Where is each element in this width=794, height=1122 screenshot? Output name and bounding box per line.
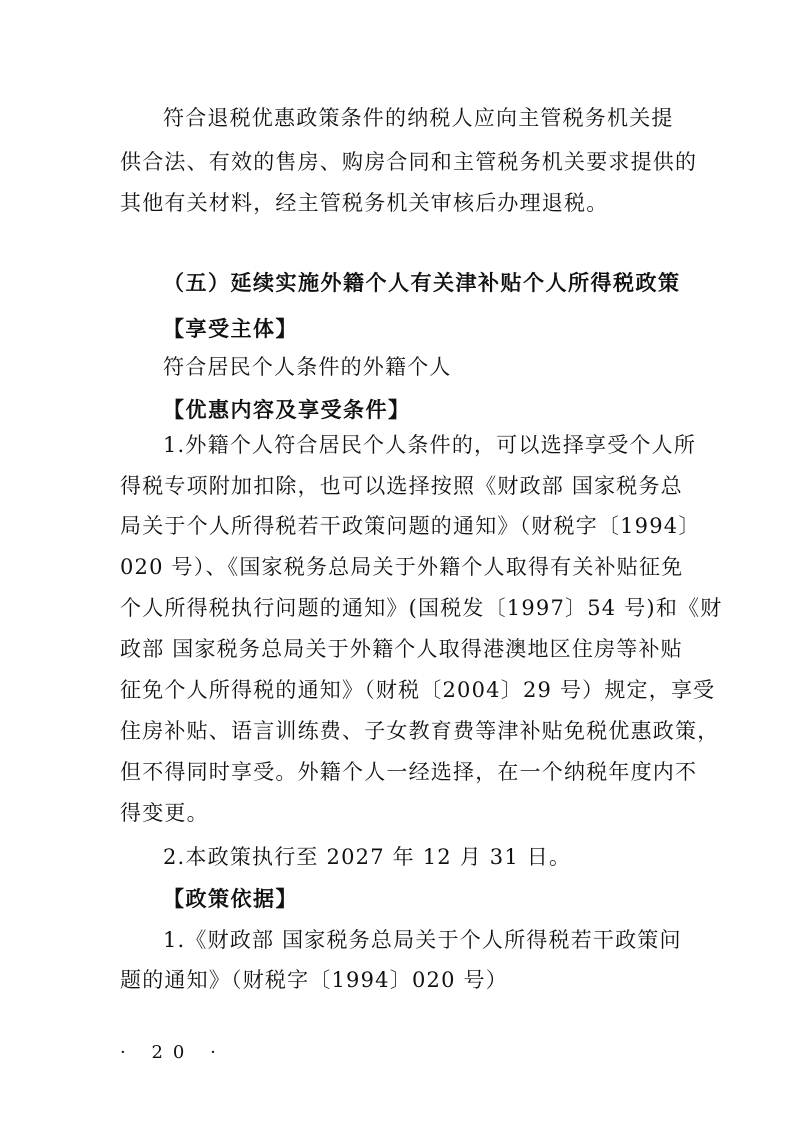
intro-line-1: 符合退税优惠政策条件的纳税人应向主管税务机关提 <box>163 106 674 130</box>
content-heading: 【优惠内容及享受条件】 <box>163 398 411 422</box>
content-line-1: 1.外籍个人符合居民个人条件的，可以选择享受个人所 <box>163 433 697 457</box>
content-item-2: 2.本政策执行至 2027 年 12 月 31 日。 <box>163 845 572 869</box>
content-line-10: 得变更。 <box>120 801 209 825</box>
page-number: · 20 · <box>120 1042 226 1063</box>
basis-line-1: 1.《财政部 国家税务总局关于个人所得税若干政策问 <box>163 928 682 952</box>
section-title: （五）延续实施外籍个人有关津补贴个人所得税政策 <box>163 271 681 295</box>
content-line-9: 但不得同时享受。外籍个人一经选择，在一个纳税年度内不 <box>120 760 698 784</box>
intro-line-3: 其他有关材料，经主管税务机关审核后办理退税。 <box>120 191 609 215</box>
subject-heading: 【享受主体】 <box>163 317 298 341</box>
content-line-3: 局关于个人所得税若干政策问题的通知》（财税字〔1994〕 <box>120 514 701 538</box>
intro-line-2: 供合法、有效的售房、购房合同和主管税务机关要求提供的 <box>120 150 698 174</box>
content-line-8: 住房补贴、语言训练费、子女教育费等津补贴免税优惠政策， <box>120 719 720 743</box>
content-line-4: 020 号）、《国家税务总局关于外籍个人取得有关补贴征免 <box>120 555 684 579</box>
content-line-5: 个人所得税执行问题的通知》(国税发〔1997〕54 号)和《财 <box>120 596 723 620</box>
content-line-7: 征免个人所得税的通知》（财税〔2004〕29 号）规定，享受 <box>120 678 716 702</box>
subject-text: 符合居民个人条件的外籍个人 <box>163 355 452 379</box>
basis-heading: 【政策依据】 <box>163 887 298 911</box>
content-line-2: 得税专项附加扣除，也可以选择按照《财政部 国家税务总 <box>120 474 683 498</box>
content-line-6: 政部 国家税务总局关于外籍个人取得港澳地区住房等补贴 <box>120 637 683 661</box>
basis-line-2: 题的通知》（财税字〔1994〕020 号） <box>120 968 508 992</box>
